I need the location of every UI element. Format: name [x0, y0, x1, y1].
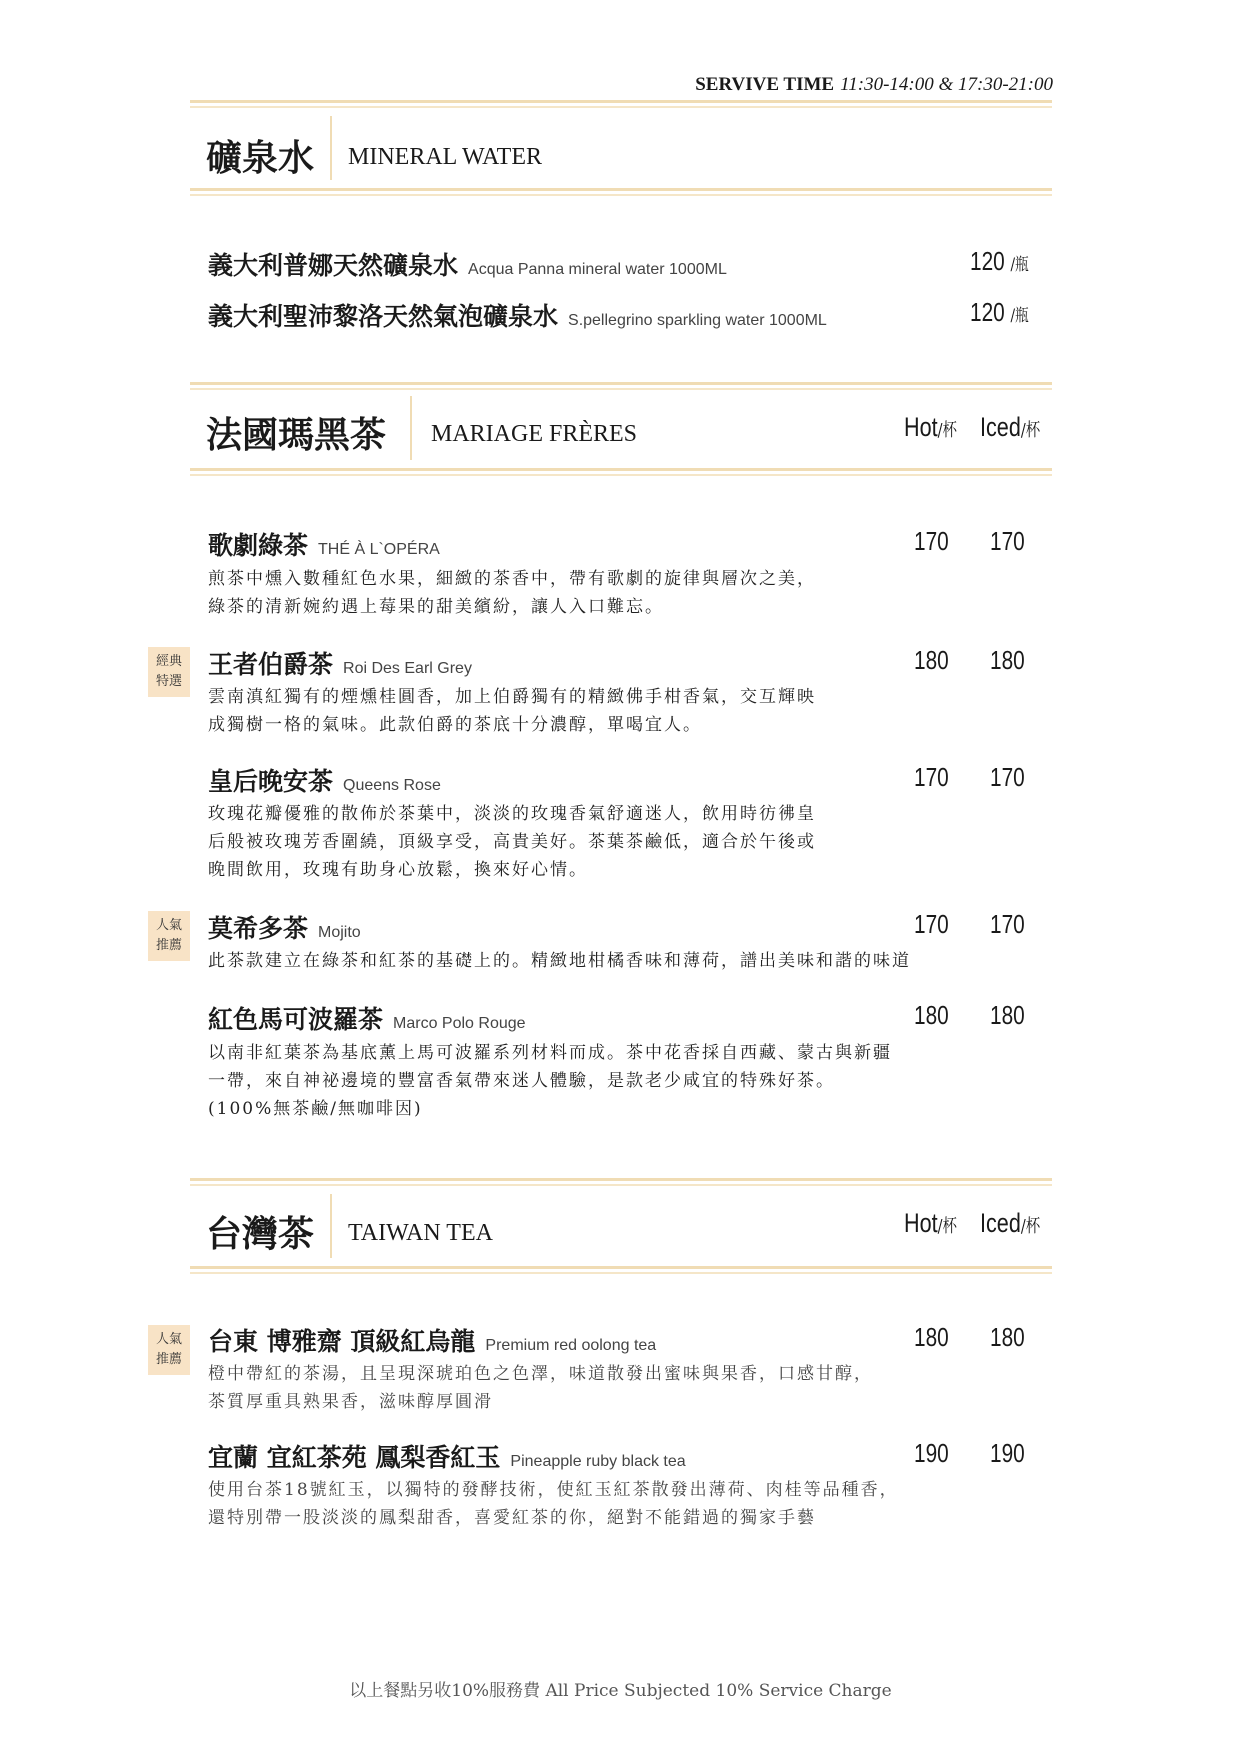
menu-item-en: THÉ À L`OPÉRA: [318, 541, 440, 558]
menu-item-name: 台東 博雅齋 頂級紅烏龍 Premium red oolong tea: [208, 1327, 657, 1356]
menu-item-en: Queens Rose: [343, 777, 441, 794]
menu-item-description: 煎茶中燻入數種紅色水果，細緻的茶香中，帶有歌劇的旋律與層次之美， 綠茶的清新婉約遇上莓果的甜美繽紛，讓人入口難忘。: [208, 569, 816, 617]
price-hot: 180: [914, 1000, 949, 1030]
menu-item-description: 雲南滇紅獨有的煙燻桂圓香，加上伯爵獨有的精緻佛手柑香氣，交互輝映 成獨樹一格的氣味。此款伯爵的茶底十分濃醇，單喝宜人。: [208, 687, 816, 735]
menu-item-description: 橙中帶紅的茶湯，且呈現深琥珀色之色澤，味道散發出蜜味與果香，口感甘醇， 茶質厚重具熟果香，滋味醇厚圓滑: [208, 1364, 873, 1412]
menu-item-name: 王者伯爵茶 Roi Des Earl Grey: [208, 650, 472, 679]
section-rule: [190, 188, 1052, 196]
section-rule: [190, 100, 1052, 108]
price-iced: 190: [990, 1438, 1025, 1468]
section-subtitle-taiwan: TAIWAN TEA: [348, 1220, 493, 1246]
price-iced: 170: [990, 526, 1025, 556]
section-rule: [190, 468, 1052, 476]
section-title-water: 礦泉水: [206, 137, 315, 179]
menu-item-en: Roi Des Earl Grey: [343, 660, 472, 677]
menu-item-name: 義大利普娜天然礦泉水 Acqua Panna mineral water 1000ML: [208, 251, 727, 280]
price-iced: 180: [990, 645, 1025, 675]
price-iced: 170: [990, 909, 1025, 939]
section-divider: [330, 116, 332, 180]
menu-item-en: Marco Polo Rouge: [393, 1015, 526, 1032]
price-iced: 170: [990, 762, 1025, 792]
column-header-hot: Hot/杯: [904, 412, 957, 442]
price-hot: 190: [914, 1438, 949, 1468]
menu-item-name: 宜蘭 宜紅茶苑 鳳梨香紅玉 Pineapple ruby black tea: [208, 1443, 686, 1472]
section-title-mariage: 法國瑪黑茶: [206, 414, 387, 456]
service-time: [695, 73, 1053, 96]
menu-item-name: 義大利聖沛黎洛天然氣泡礦泉水 S.pellegrino sparkling water 1000ML: [208, 302, 827, 331]
menu-item-en: Pineapple ruby black tea: [510, 1453, 686, 1470]
badge-popular: 人氣 推薦: [148, 911, 190, 961]
menu-item-description: 玫瑰花瓣優雅的散佈於茶葉中，淡淡的玫瑰香氣舒適迷人，飲用時彷彿皇 后般被玫瑰芳香圍繞，頂級享受，高貴美好。茶葉茶鹼低，適合於午後或 晚間飲用，玫瑰有助身心放鬆，換來好心情。: [208, 804, 816, 880]
menu-item-name: 皇后晚安茶 Queens Rose: [208, 767, 441, 796]
column-header-iced: Iced/杯: [980, 412, 1041, 442]
menu-item-price: 120 /瓶: [970, 297, 1029, 327]
section-divider: [410, 396, 412, 460]
price-iced: 180: [990, 1000, 1025, 1030]
menu-item-description: 使用台茶18號紅玉，以獨特的發酵技術，使紅玉紅茶散發出薄荷、肉桂等品種香， 還特別帶一股淡淡的鳳梨甜香，喜愛紅茶的你，絕對不能錯過的獨家手藝: [208, 1480, 899, 1528]
menu-item-name: 歌劇綠茶 THÉ À L`OPÉRA: [208, 531, 440, 560]
column-header-hot: Hot/杯: [904, 1208, 957, 1238]
section-title-taiwan: 台灣茶: [206, 1213, 315, 1255]
section-rule: [190, 1266, 1052, 1274]
badge-popular: 人氣 推薦: [148, 1325, 190, 1375]
section-rule: [190, 382, 1052, 390]
price-hot: 170: [914, 909, 949, 939]
menu-item-en: Mojito: [318, 924, 361, 941]
menu-item-en: Premium red oolong tea: [485, 1337, 657, 1354]
service-time-hours: 11:30-14:00 & 17:30-21:00: [840, 74, 1053, 95]
price-hot: 180: [914, 645, 949, 675]
section-subtitle-water: MINERAL WATER: [348, 144, 542, 170]
section-rule: [190, 1178, 1052, 1186]
price-hot: 170: [914, 526, 949, 556]
menu-item-price: 120 /瓶: [970, 246, 1029, 276]
menu-item-name: 莫希多茶 Mojito: [208, 914, 361, 943]
menu-item-description: 此茶款建立在綠茶和紅茶的基礎上的。精緻地柑橘香味和薄荷，譜出美味和諧的味道: [208, 951, 911, 971]
menu-item-description: 以南非紅葉茶為基底薰上馬可波羅系列材料而成。茶中花香採自西藏、蒙古與新疆 一帶，來自神祕邊境的豐富香氣帶來迷人體驗，是款老少咸宜的特殊好茶。 (100%無茶鹼/無咖啡因): [208, 1043, 892, 1119]
menu-item-name: 紅色馬可波羅茶 Marco Polo Rouge: [208, 1005, 526, 1034]
section-divider: [330, 1194, 332, 1258]
section-subtitle-mariage: MARIAGE FRÈRES: [431, 421, 638, 447]
menu-item-en: S.pellegrino sparkling water 1000ML: [568, 312, 827, 329]
badge-classic-pick: 經典 特選: [148, 647, 190, 697]
service-charge-note: 以上餐點另收10%服務費 All Price Subjected 10% Service Charge: [349, 1681, 892, 1701]
price-hot: 180: [914, 1322, 949, 1352]
menu-item-en: Acqua Panna mineral water 1000ML: [468, 261, 727, 278]
service-time-label: SERVIVE TIME: [695, 74, 835, 95]
price-hot: 170: [914, 762, 949, 792]
price-iced: 180: [990, 1322, 1025, 1352]
column-header-iced: Iced/杯: [980, 1208, 1041, 1238]
